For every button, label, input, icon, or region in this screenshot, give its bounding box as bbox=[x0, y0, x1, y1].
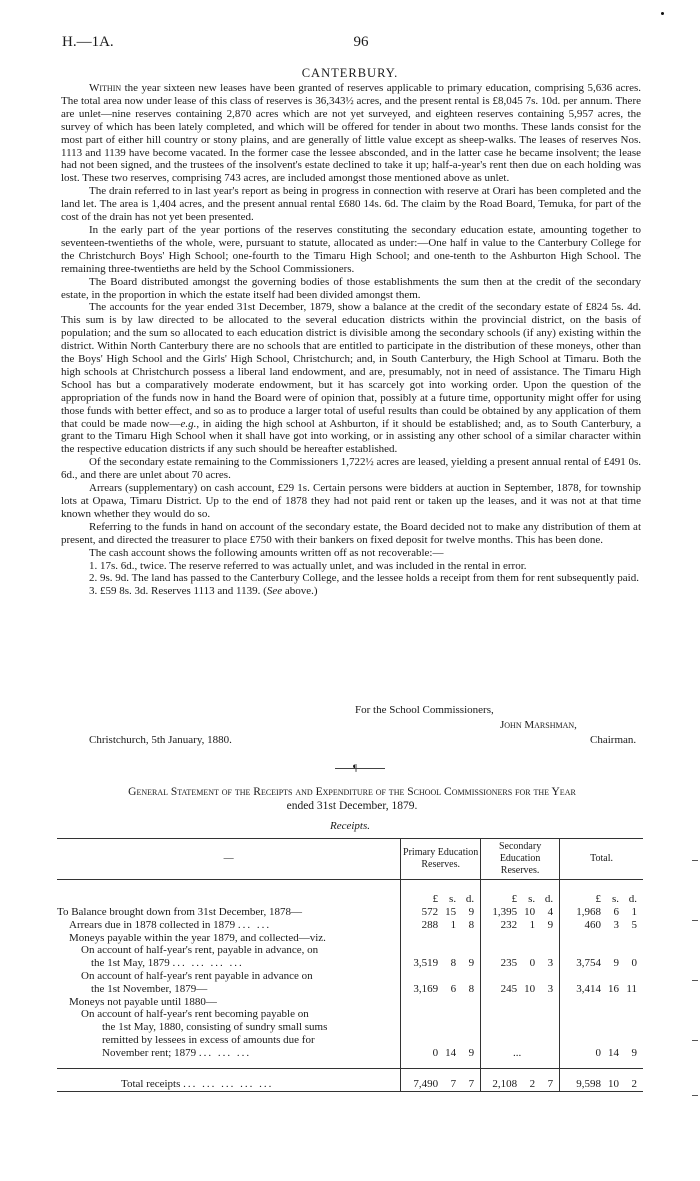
signatory-role: Chairman. bbox=[590, 734, 637, 746]
money-cell bbox=[560, 1021, 643, 1034]
money-cell bbox=[481, 906, 560, 919]
money-cell bbox=[560, 970, 643, 983]
money-amount: 6 bbox=[450, 982, 457, 995]
total-row bbox=[57, 1068, 643, 1091]
money-amount: 0 bbox=[529, 957, 536, 970]
money-amount: s. bbox=[528, 893, 536, 906]
money-amount: 11 bbox=[626, 982, 637, 995]
money-amount: 2 bbox=[529, 1077, 536, 1090]
statement-subtitle: Receipts. bbox=[329, 820, 370, 832]
money-amount: 14 bbox=[445, 1046, 457, 1059]
paragraph: The cash account shows the following amounts written off as not recoverable:— bbox=[89, 546, 444, 559]
money-amount: 8 bbox=[450, 957, 457, 970]
spacer-cell bbox=[401, 1060, 481, 1069]
money-amount: 8 bbox=[468, 918, 475, 931]
money-cell bbox=[481, 932, 560, 945]
place-date: Christchurch, 5th January, 1880. bbox=[89, 734, 232, 746]
money-amount: 572 bbox=[421, 906, 439, 918]
money-cell bbox=[401, 919, 481, 932]
money-cell bbox=[401, 944, 481, 957]
money-amount: 3 bbox=[547, 982, 554, 995]
money-cell bbox=[560, 944, 643, 957]
money-cell bbox=[560, 906, 643, 919]
money-cell bbox=[401, 880, 481, 907]
money-amount: 0 bbox=[631, 957, 637, 970]
money-cell bbox=[401, 1021, 481, 1034]
money-amount: 245 bbox=[500, 982, 518, 995]
row-description: Arrears due in 1878 collected in 1879 ... ... bbox=[69, 918, 272, 931]
row-description: Moneys payable within the year 1879, and collected—viz. bbox=[69, 931, 326, 944]
money-cell bbox=[401, 970, 481, 983]
table-row bbox=[57, 919, 643, 932]
money-cell bbox=[481, 970, 560, 983]
money-cell bbox=[481, 944, 560, 957]
money-cell bbox=[481, 996, 560, 1009]
dot-leaders: ... ... ... ... ... bbox=[183, 1077, 274, 1090]
spacer-row bbox=[57, 1060, 643, 1069]
row-description: On account of half-year's rent becoming payable on bbox=[81, 1008, 309, 1021]
money-cell bbox=[401, 906, 481, 919]
money-cell bbox=[401, 983, 481, 996]
money-amount: £ bbox=[595, 893, 601, 906]
paragraph bbox=[61, 301, 641, 456]
money-amount: 9 bbox=[468, 906, 475, 918]
money-amount: 9 bbox=[547, 918, 554, 931]
money-amount: 7 bbox=[468, 1077, 475, 1090]
money-cell bbox=[560, 996, 643, 1009]
money-amount: 1 bbox=[450, 918, 457, 931]
money-amount: 0 bbox=[595, 1046, 601, 1059]
money-cell bbox=[481, 1034, 560, 1047]
money-amount: 3 bbox=[613, 918, 619, 931]
money-cell bbox=[560, 880, 643, 907]
page-header bbox=[62, 34, 660, 54]
money-amount: 16 bbox=[608, 982, 619, 995]
money-amount: £ bbox=[432, 893, 439, 906]
italic-text: e.g. bbox=[180, 417, 197, 430]
dot-leaders: ... ... ... ... bbox=[172, 957, 244, 970]
list-text: 3. £59 8s. 3d. Reserves 1113 and 1139. ( bbox=[89, 585, 267, 598]
money-amount: 7,490 bbox=[413, 1077, 439, 1090]
paragraph: Arrears (supplementary) on cash account, £29 1s. Certain persons were bidders at auction in September, 1878, for township lots at Opawa, Timaru District. Up to the end of 1878 they had not paid rent or taken up the leases, and it was not at that time known whether they would do so. bbox=[61, 482, 641, 520]
money-amount: 10 bbox=[608, 1077, 619, 1090]
list-item: 1. 17s. 6d., twice. The reserve referred to was actually unlet, and was included in the rental in error. bbox=[89, 559, 527, 572]
row-description: the 1st May, 1879 ... ... ... ... bbox=[91, 957, 244, 970]
statement-title-line: ended 31st December, 1879. bbox=[286, 800, 418, 812]
table-row bbox=[57, 983, 643, 996]
dot-leaders: ... ... ... bbox=[198, 1046, 252, 1059]
money-amount: 9 bbox=[613, 957, 619, 970]
statement-title bbox=[62, 785, 642, 813]
paragraph: Referring to the funds in hand on account of the secondary estate, the Board decided not to make any distribution of them at present, and directed the treasurer to place £750 with their bankers on fixed deposit for twelve months. This has been done. bbox=[61, 520, 641, 546]
money-amount: 10 bbox=[524, 906, 536, 918]
money-amount: 5 bbox=[631, 918, 637, 931]
money-amount: 10 bbox=[524, 982, 536, 995]
table-row bbox=[57, 906, 643, 919]
money-amount: 9 bbox=[468, 957, 475, 970]
column-header-secondary: Secondary Education Reserves. bbox=[481, 839, 560, 880]
money-amount: s. bbox=[611, 893, 619, 906]
section-title: CANTERBURY. bbox=[301, 66, 399, 80]
money-cell bbox=[401, 1068, 481, 1091]
money-amount: 3 bbox=[547, 957, 554, 970]
list-item bbox=[61, 585, 641, 598]
money-cell bbox=[481, 1021, 560, 1034]
money-cell bbox=[401, 996, 481, 1009]
money-cell bbox=[401, 1047, 481, 1060]
margin-mark bbox=[661, 12, 664, 15]
money-amount: 8 bbox=[468, 982, 475, 995]
row-description: To Balance brought down from 31st December, 1878— bbox=[57, 906, 303, 918]
paragraph: The drain referred to in last year's report as being in progress in connection with reserve at Orari has been completed and the land let. The area is 1,404 acres, and the present annual rental £680 14s. 6d. The claim by the Road Board, Temuka, for part of the cost of the drain has not yet been presented. bbox=[61, 185, 641, 224]
column-header-total: Total. bbox=[560, 839, 643, 880]
table-row bbox=[57, 944, 643, 957]
money-amount: 15 bbox=[445, 906, 457, 918]
section-divider bbox=[335, 768, 385, 769]
money-amount: 4 bbox=[547, 906, 554, 918]
money-cell bbox=[401, 957, 481, 970]
money-amount: 3,169 bbox=[413, 982, 439, 995]
money-cell bbox=[560, 957, 643, 970]
money-amount: 0 bbox=[432, 1046, 439, 1059]
spacer-cell bbox=[560, 1060, 643, 1069]
money-amount: 14 bbox=[608, 1046, 619, 1059]
money-amount: 3,519 bbox=[413, 957, 439, 970]
money-amount: 9 bbox=[631, 1046, 637, 1059]
margin-ticks bbox=[686, 850, 700, 1100]
money-amount: 6 bbox=[613, 906, 619, 918]
lead-word: Within bbox=[89, 82, 122, 94]
units-row bbox=[57, 880, 643, 907]
money-amount: 2 bbox=[631, 1077, 637, 1090]
divider-ornament: ¶ bbox=[353, 763, 358, 773]
total-label: Total receipts ... ... ... ... ... bbox=[57, 1068, 401, 1091]
money-amount: £ bbox=[511, 893, 518, 906]
signatory-name: John Marshman, bbox=[500, 719, 577, 731]
money-amount: 3,754 bbox=[576, 957, 601, 970]
paragraph-text: the year sixteen new leases have been granted of reserves applicable to primary education, comprising 5,636 acres. The total area now under lease of this class of reserves is 36,343½ acres, and the present rental is £8,045 7s. 10d. per annum. There are unlet—nine reserves containing 2,870 acres which are not yet surveyed, and eighteen reserves containing 5,957 acres, the survey of which has been lately completed, and which will be offered for tender in about two months. These lands consist for the most part of either hill country or stony plains, and are generally of little value except as sheep-walks. The leases of reserves Nos. 1113 and 1139 have become vacated. In the former case the lessee absconded, and in the latter case he became insolvent; the lease had not been signed, and the trustees of the insolvent's estate declined to take it up; half-a-year's rent then due on each holding was lost. These two reserves, comprising 743 acres, are included amongst those mentioned above as unlet. bbox=[61, 82, 641, 185]
money-amount: 288 bbox=[421, 918, 439, 931]
paragraph: Of the secondary estate remaining to the Commissioners 1,722½ acres are leased, yielding a present annual rental of £491 0s. 6d., and there are unlet about 70 acres. bbox=[61, 456, 641, 482]
column-header-primary: Primary Education Reserves. bbox=[401, 839, 481, 880]
money-cell bbox=[560, 932, 643, 945]
money-amount: d. bbox=[628, 893, 637, 906]
money-cell bbox=[481, 1068, 560, 1091]
money-cell bbox=[560, 1034, 643, 1047]
table-row bbox=[57, 1034, 643, 1047]
money-amount: 3,414 bbox=[576, 982, 601, 995]
units-label-cell bbox=[57, 880, 401, 907]
money-cell bbox=[481, 1008, 560, 1021]
money-cell bbox=[401, 932, 481, 945]
money-cell bbox=[560, 1008, 643, 1021]
money-cell bbox=[481, 983, 560, 996]
table-row bbox=[57, 970, 643, 983]
table-row bbox=[57, 957, 643, 970]
money-amount: 7 bbox=[547, 1077, 554, 1090]
dot-leaders: ... ... bbox=[237, 918, 272, 931]
table-row bbox=[57, 1008, 643, 1021]
money-cell bbox=[481, 880, 560, 907]
money-amount: 1,395 bbox=[492, 906, 518, 918]
row-description: On account of half-year's rent, payable in advance, on bbox=[81, 944, 319, 957]
money-amount: 2,108 bbox=[492, 1077, 518, 1090]
page-number: 96 bbox=[353, 34, 369, 50]
money-cell bbox=[401, 1034, 481, 1047]
money-cell bbox=[560, 1047, 643, 1060]
money-amount: 7 bbox=[450, 1077, 457, 1090]
list-item: 2. 9s. 9d. The land has passed to the Canterbury College, and the lessee holds a receipt from them for rent subsequently paid. bbox=[89, 572, 639, 585]
money-amount: 1,968 bbox=[576, 906, 601, 918]
series-code: H.—1A. bbox=[62, 34, 114, 50]
spacer-cell bbox=[481, 1060, 560, 1069]
paragraph: In the early part of the year portions of the reserves constituting the secondary education estate, amounting together to seventeen-twentieths of the whole, were, pursuant to statute, allocated as under:—One half in value to the Canterbury College for the Christchurch Boys' High School; one-fourth to the Timaru High School; and one-tenth to the Ashburton High School. The remaining three-twentieths are held by the School Commissioners. bbox=[61, 223, 641, 275]
money-amount: s. bbox=[449, 893, 457, 906]
money-amount: d. bbox=[544, 893, 554, 906]
spacer-cell bbox=[57, 1060, 401, 1069]
paragraph-text: The accounts for the year ended 31st December, 1879, show a balance at the credit of the secondary estate of £824 5s. 4d. This sum is by law directed to be allocated to the several education districts within the provincial district, on the basis of population; and the sum so allocated to each education district is divisible among the secondary schools (if any) existing within the district. Within North Canterbury there are no schools that are entitled to participate in the distribution of these moneys, other than the Boys' High School and the Girls' High School, Christchurch; and, in South Canterbury, the High School at Timaru. Both the high schools at Christchurch possess a liberal land endowment, and are, presumably, not in need of assistance. The Timaru High School has but a comparatively moderate endowment, but it has scarcely got into working order. Upon the question of the appropriation of the funds now in hand the Board were of opinion that, possibly at a future time, opportunity might offer for using those funds with better effect, and so as to produce a larger total of useful results than could be obtained by any application of them that could be made now— bbox=[61, 301, 641, 430]
money-cell bbox=[560, 919, 643, 932]
row-description: Moneys not payable until 1880— bbox=[69, 995, 217, 1008]
paragraph: The Board distributed amongst the governing bodies of those establishments the sum then at the credit of the secondary estate, in the proportion in which the estate itself had been divided amongst them. bbox=[61, 275, 641, 301]
money-amount: 235 bbox=[500, 957, 518, 970]
list-text: above.) bbox=[282, 585, 318, 598]
signature-for-line: For the School Commissioners, bbox=[355, 704, 494, 716]
table-row bbox=[57, 932, 643, 945]
table-header-row bbox=[57, 839, 643, 880]
table-row bbox=[57, 1047, 643, 1060]
money-cell bbox=[481, 957, 560, 970]
money-cell bbox=[401, 1008, 481, 1021]
money-cell bbox=[560, 983, 643, 996]
money-amount: 9,598 bbox=[576, 1077, 601, 1090]
money-amount: 9 bbox=[468, 1046, 475, 1059]
column-header-description: — bbox=[57, 839, 401, 880]
row-description: the 1st November, 1879— bbox=[91, 982, 208, 995]
row-description: remitted by lessees in excess of amounts due for bbox=[102, 1033, 315, 1046]
paragraph-text: , in aiding the high school at Ashburton, if it should be established; and, as to South Canterbury, a grant to the Timaru High School when it shall have got into working, or in assisting any other school of a similar character within the respective education districts if any such should be hereafter established. bbox=[61, 417, 641, 456]
money-amount: 232 bbox=[500, 918, 518, 931]
report-body bbox=[61, 82, 641, 598]
italic-text: See bbox=[266, 585, 283, 598]
money-cell: ... bbox=[481, 1047, 560, 1060]
money-amount: d. bbox=[465, 893, 475, 906]
money-amount: 460 bbox=[584, 918, 601, 931]
row-description: On account of half-year's rent payable in advance on bbox=[81, 969, 313, 982]
table-row bbox=[57, 996, 643, 1009]
receipts-table bbox=[57, 838, 643, 1092]
money-cell bbox=[560, 1068, 643, 1091]
paragraph bbox=[61, 82, 641, 185]
table-row bbox=[57, 1021, 643, 1034]
money-cell bbox=[481, 919, 560, 932]
statement-title-line: General Statement of the Receipts and Expenditure of the School Commissioners for the Year bbox=[128, 786, 576, 798]
row-description: November rent; 1879 ... ... ... bbox=[102, 1046, 252, 1059]
money-amount: 1 bbox=[631, 906, 637, 918]
money-amount: 1 bbox=[529, 918, 536, 931]
row-description: the 1st May, 1880, consisting of sundry small sums bbox=[102, 1021, 328, 1034]
